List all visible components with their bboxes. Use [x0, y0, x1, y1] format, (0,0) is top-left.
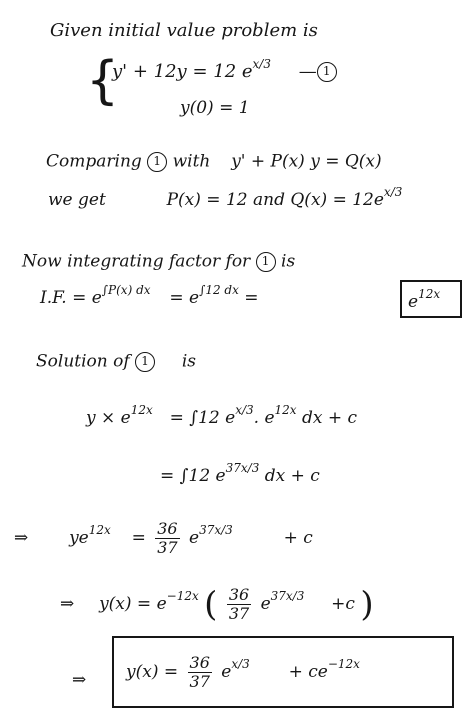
step4-lhs-exponent: −12x — [166, 589, 199, 603]
solution-ref-circle: 1 — [135, 352, 155, 372]
if-result-exponent: 12x — [418, 287, 441, 301]
comparing-line — [46, 152, 382, 172]
intro-text: Given initial value problem is — [50, 20, 318, 41]
ode-exponent: x/3 — [252, 57, 271, 71]
final-arrow: ⇒ — [72, 670, 87, 690]
step4-e: e — [260, 594, 271, 614]
step3-tail: + c — [283, 528, 313, 548]
step4-arrow: ⇒ — [60, 594, 75, 614]
if-ref-circle: 1 — [256, 252, 276, 272]
step3-lhs-exponent: 12x — [88, 523, 111, 537]
step-2 — [160, 461, 320, 486]
general-form: y' + P(x) y = Q(x) — [231, 151, 382, 172]
if-lhs-exponent: ∫P(x) dx — [101, 283, 151, 297]
final-numerator: 36 — [189, 653, 210, 672]
step3-e-exponent: 37x/3 — [199, 523, 233, 537]
step-1 — [86, 403, 358, 428]
step3-denominator: 37 — [157, 538, 178, 557]
final-e: e — [221, 662, 232, 682]
if-mid: = e — [169, 288, 200, 308]
and-text: and — [253, 190, 285, 210]
final-answer-box — [112, 636, 454, 708]
if-is-text: is — [281, 251, 296, 272]
if-result-e: e — [408, 292, 419, 312]
ode-text: y' + 12y = 12 e — [112, 61, 253, 82]
step1-dot: . e — [253, 408, 275, 428]
step2-exponent: 37x/3 — [225, 461, 260, 475]
step1-exponent-1: x/3 — [235, 403, 254, 417]
final-arrow-line — [72, 660, 86, 700]
with-text: with — [172, 151, 211, 172]
step3-lhs: ye — [69, 528, 89, 548]
step1-tail: dx + c — [301, 408, 358, 428]
step4-lhs: y(x) = e — [99, 594, 167, 614]
q-exponent: x/3 — [383, 185, 403, 199]
if-heading — [22, 252, 295, 272]
step2-rhs: = ∫12 e — [160, 466, 226, 486]
step4-close-paren: ) — [360, 584, 374, 625]
final-denominator: 37 — [189, 672, 210, 691]
solution-is-text: is — [181, 351, 197, 372]
comparing-text: Comparing — [46, 151, 142, 172]
step2-tail: dx + c — [264, 466, 320, 486]
step-4 — [60, 584, 374, 625]
p-value: P(x) = 12 — [166, 190, 248, 210]
if-result-box — [400, 280, 462, 318]
if-result — [408, 287, 441, 312]
if-formula — [40, 283, 259, 308]
solution-heading — [36, 352, 196, 372]
step4-denominator: 37 — [228, 604, 250, 623]
initial-condition: y(0) = 1 — [180, 98, 250, 118]
step1-lhs-exponent: 12x — [130, 403, 153, 417]
step3-eq: = — [131, 528, 146, 548]
final-e-exponent: x/3 — [231, 657, 250, 671]
solution-text: Solution of — [36, 351, 130, 372]
if-heading-text: Now integrating factor for — [22, 251, 251, 272]
final-fraction — [188, 654, 212, 691]
step-3 — [14, 518, 313, 559]
step1-lhs: y × e — [86, 408, 131, 428]
step4-e-exponent: 37x/3 — [270, 589, 305, 603]
step4-open-paren: ( — [204, 584, 218, 625]
final-tail-exponent: −12x — [327, 657, 360, 671]
step4-tail: +c — [331, 594, 355, 614]
final-lhs: y(x) = — [126, 662, 179, 682]
q-value: Q(x) = 12e — [290, 190, 384, 210]
step4-numerator: 36 — [228, 585, 250, 604]
final-answer — [126, 652, 360, 693]
step3-e: e — [189, 528, 200, 548]
if-eq: = — [244, 288, 259, 308]
step3-fraction — [155, 520, 179, 557]
step3-arrow: ⇒ — [14, 528, 29, 548]
step3-numerator: 36 — [157, 519, 178, 538]
ode-equation: y' + 12y = 12 $e^{x/3}$ — 1 — [112, 62, 337, 82]
step1-rhs: = ∫12 e — [169, 408, 236, 428]
equation-ref-circle: 1 — [317, 62, 337, 82]
we-get-line — [48, 185, 403, 210]
system-brace: { — [86, 51, 120, 111]
step4-fraction — [227, 586, 251, 623]
if-lhs: I.F. = e — [40, 288, 102, 308]
if-mid-exponent: ∫12 dx — [199, 283, 239, 297]
we-get-text: we get — [48, 190, 106, 210]
final-tail: + ce — [288, 662, 328, 682]
step1-exponent-2: 12x — [274, 403, 297, 417]
comparing-ref-circle: 1 — [147, 152, 167, 172]
